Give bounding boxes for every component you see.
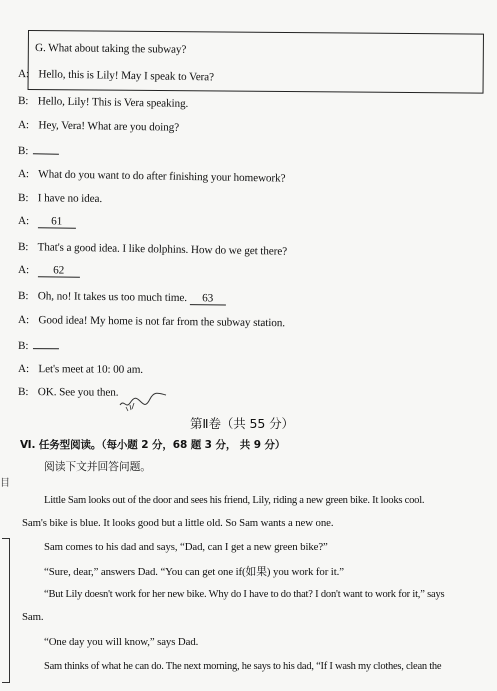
dialogue-line-8 — [18, 241, 287, 258]
margin-bracket — [2, 538, 10, 683]
story-line-2: Sam's bike is blue. It looks good but a little old. So Sam wants a new one. — [22, 517, 334, 529]
part-two-title: 第Ⅱ卷（共 55 分） — [190, 416, 294, 431]
story-line-6: Sam. — [22, 611, 44, 623]
dialogue-line-14 — [18, 386, 119, 399]
speaker-label: B: — [17, 340, 29, 353]
speaker-label: B: — [17, 95, 29, 108]
dialogue-text: Oh, no! It takes us too much time. — [37, 290, 188, 305]
speaker-label: A: — [17, 215, 30, 228]
speaker-label: A: — [17, 314, 30, 327]
blank-63[interactable]: 63 — [190, 292, 226, 305]
speaker-label: A: — [17, 363, 30, 376]
section-six-heading — [20, 437, 285, 452]
dialogue-line-2 — [18, 95, 188, 110]
speaker-label: B: — [17, 145, 29, 158]
speaker-label: A: — [17, 264, 30, 277]
story-line-7: “One day you will know,” says Dad. — [44, 636, 199, 648]
story-line-8: Sam thinks of what he can do. The next morning, he says to his dad, “If I wash my clothes, clean the — [44, 661, 442, 672]
blank-62[interactable]: 62 — [38, 264, 80, 278]
pen-scribble — [116, 387, 176, 413]
dialogue-text: Let's meet at 10: 00 am. — [38, 363, 144, 376]
dialogue-line-3 — [18, 119, 179, 134]
dialogue-line-12 — [18, 337, 59, 352]
dialogue-text: Hello, this is Lily! May I speak to Vera? — [38, 68, 215, 84]
story-line-5: “But Lily doesn't work for her new bike. Why do I have to do that? I don't want to work for it,” says — [44, 589, 445, 600]
blank-61[interactable]: 61 — [38, 215, 76, 228]
dialogue-line-4 — [18, 142, 59, 158]
dialogue-text: Hello, Lily! This is Vera speaking. — [37, 95, 189, 110]
speaker-label: A: — [17, 168, 30, 181]
story-line-4: “Sure, dear,” answers Dad. “You can get one if(如果) you work for it.” — [44, 566, 344, 578]
option-g-box — [28, 30, 484, 94]
story-line-3: Sam comes to his dad and says, “Dad, can I get a new green bike?” — [44, 541, 328, 553]
dialogue-line-7 — [18, 215, 76, 229]
dialogue-line-10 — [18, 290, 226, 306]
margin-mark: 目 — [0, 478, 10, 489]
speaker-label: B: — [17, 192, 29, 205]
speaker-label: B: — [17, 386, 29, 399]
option-g-text: G. What about taking the subway? — [34, 42, 187, 56]
dialogue-text: Hey, Vera! What are you doing? — [38, 119, 180, 134]
section-six-label: Ⅵ. 任务型阅读。 — [20, 439, 102, 451]
section-six-scoring: （每小题 2 分，68 题 3 分， 共 9 分） — [101, 439, 286, 451]
dialogue-text: Good idea! My home is not far from the subway station. — [38, 314, 286, 330]
dialogue-line-9 — [18, 264, 80, 278]
speaker-label: A: — [17, 68, 30, 81]
dialogue-text: I have no idea. — [37, 192, 103, 206]
speaker-label: B: — [17, 241, 29, 254]
dialogue-line-11 — [18, 314, 285, 329]
story-line-1: Little Sam looks out of the door and sees his friend, Lily, riding a new green bike. It looks cool. — [44, 495, 425, 506]
dialogue-line-5 — [18, 168, 286, 185]
dialogue-text: That's a good idea. I like dolphins. How do we get there? — [37, 241, 288, 258]
dialogue-text: What do you want to do after finishing your homework? — [38, 168, 286, 185]
dialogue-line-13 — [18, 363, 143, 376]
dialogue-text: OK. See you then. — [37, 386, 119, 399]
dialogue-line-6 — [18, 192, 102, 205]
answer-blank[interactable] — [33, 142, 59, 154]
answer-blank[interactable] — [33, 337, 59, 349]
section-six-instruction: 阅读下文并回答问题。 — [44, 460, 151, 473]
speaker-label: B: — [17, 290, 29, 303]
speaker-label: A: — [17, 119, 30, 132]
